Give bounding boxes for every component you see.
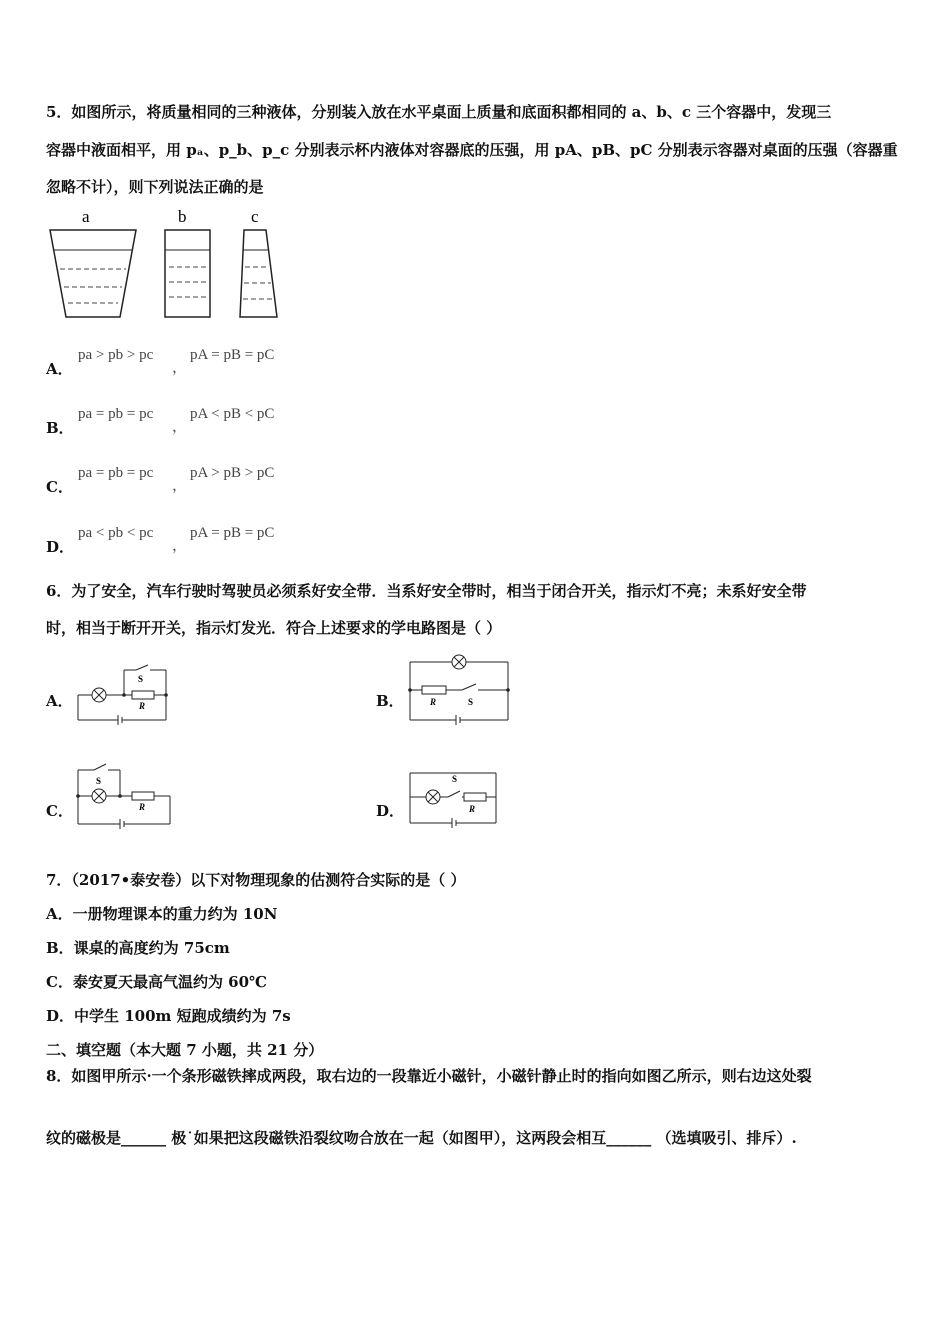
resistor-label: R xyxy=(139,701,146,711)
circuit-d xyxy=(406,767,506,829)
circuit-c xyxy=(74,762,179,830)
resistor-icon xyxy=(464,793,486,801)
container-label-b: b xyxy=(178,207,187,226)
q5-option-b-label[interactable]: B． xyxy=(46,419,74,437)
container-label-c: c xyxy=(251,207,259,226)
switch-icon xyxy=(136,665,148,670)
switch-label: S xyxy=(468,697,474,707)
q5-option-d-expr2: pA = pB = pC xyxy=(190,525,275,541)
q5-option-a-sep: ， xyxy=(172,360,188,376)
q7-stem: 7．（2017•泰安卷）以下对物理现象的估测符合实际的是（ ） xyxy=(46,871,466,889)
switch-label: S xyxy=(96,776,102,786)
q5-option-b-expr1: pa = pb = pc xyxy=(78,406,154,422)
q5-option-c-label[interactable]: C． xyxy=(46,478,73,496)
q6-option-c-label[interactable]: C． xyxy=(46,802,73,820)
resistor-icon xyxy=(422,686,446,694)
q6-line-2: 时，相当于断开开关，指示灯发光．符合上述要求的学电路图是（ ） xyxy=(46,619,502,637)
switch-label: S xyxy=(138,674,144,684)
container-b xyxy=(165,230,210,317)
q6-option-a-label[interactable]: A． xyxy=(46,692,73,710)
q7-option-b[interactable]: B．课桌的高度约为 75cm xyxy=(46,939,230,957)
q8-line-2: 纹的磁极是______ 极˙如果把这段磁铁沿裂纹吻合放在一起（如图甲），这两段会相互______ （选填吸引、排斥）. xyxy=(46,1129,797,1147)
container-c xyxy=(240,230,277,317)
q5-option-c-sep: ， xyxy=(172,478,188,494)
container-a xyxy=(50,230,136,317)
switch-label: S xyxy=(452,774,458,784)
q5-option-a-expr1: pa > pb > pc xyxy=(78,347,154,363)
resistor-label: R xyxy=(139,802,146,812)
q5-option-d-label[interactable]: D． xyxy=(46,538,75,556)
q5-line-1: 5．如图所示，将质量相同的三种液体，分别装入放在水平桌面上质量和底面积都相同的 a、b、c 三个容器中，发现三 xyxy=(46,103,832,121)
q5-option-d-expr1: pa < pb < pc xyxy=(78,525,154,541)
q7-option-a[interactable]: A．一册物理课本的重力约为 10N xyxy=(46,905,278,923)
resistor-icon xyxy=(132,691,154,699)
circuit-b xyxy=(406,652,516,727)
q5-line-3: 忽略不计），则下列说法正确的是 xyxy=(46,178,264,196)
q6-line-1: 6．为了安全，汽车行驶时驾驶员必须系好安全带．当系好安全带时，相当于闭合开关，指示灯不亮；未系好安全带 xyxy=(46,582,807,600)
q6-option-b-label[interactable]: B． xyxy=(376,692,404,710)
resistor-label: R xyxy=(430,697,437,707)
q5-line-2: 容器中液面相平，用 pₐ、p_b、p_c 分别表示杯内液体对容器底的压强，用 pA、pB、pC 分别表示容器对桌面的压强（容器重 xyxy=(46,141,898,159)
q5-option-b-sep: ， xyxy=(172,419,188,435)
container-label-a: a xyxy=(82,207,90,226)
q8-line-1: 8．如图甲所示·一个条形磁铁摔成两段，取右边的一段靠近小磁针，小磁针静止时的指向如图乙所示，则右边这处裂 xyxy=(46,1067,812,1085)
resistor-label: R xyxy=(469,804,476,814)
q7-option-d[interactable]: D．中学生 100m 短跑成绩约为 7s xyxy=(46,1007,291,1025)
q5-option-c-expr2: pA > pB > pC xyxy=(190,465,275,481)
resistor-icon xyxy=(132,792,154,800)
q5-containers-figure xyxy=(44,205,289,320)
section-2-heading: 二、填空题（本大题 7 小题，共 21 分） xyxy=(46,1041,324,1059)
q5-option-a-label[interactable]: A． xyxy=(46,360,73,378)
switch-icon xyxy=(462,684,476,690)
q5-option-c-expr1: pa = pb = pc xyxy=(78,465,154,481)
q5-option-b-expr2: pA < pB < pC xyxy=(190,406,275,422)
q5-option-d-sep: ， xyxy=(172,538,188,554)
circuit-a xyxy=(74,662,179,727)
q5-option-a-expr2: pA = pB = pC xyxy=(190,347,275,363)
switch-icon xyxy=(94,764,106,770)
switch-icon xyxy=(448,791,460,797)
q7-option-c[interactable]: C．泰安夏天最高气温约为 60℃ xyxy=(46,973,268,991)
q6-option-d-label[interactable]: D． xyxy=(376,802,405,820)
